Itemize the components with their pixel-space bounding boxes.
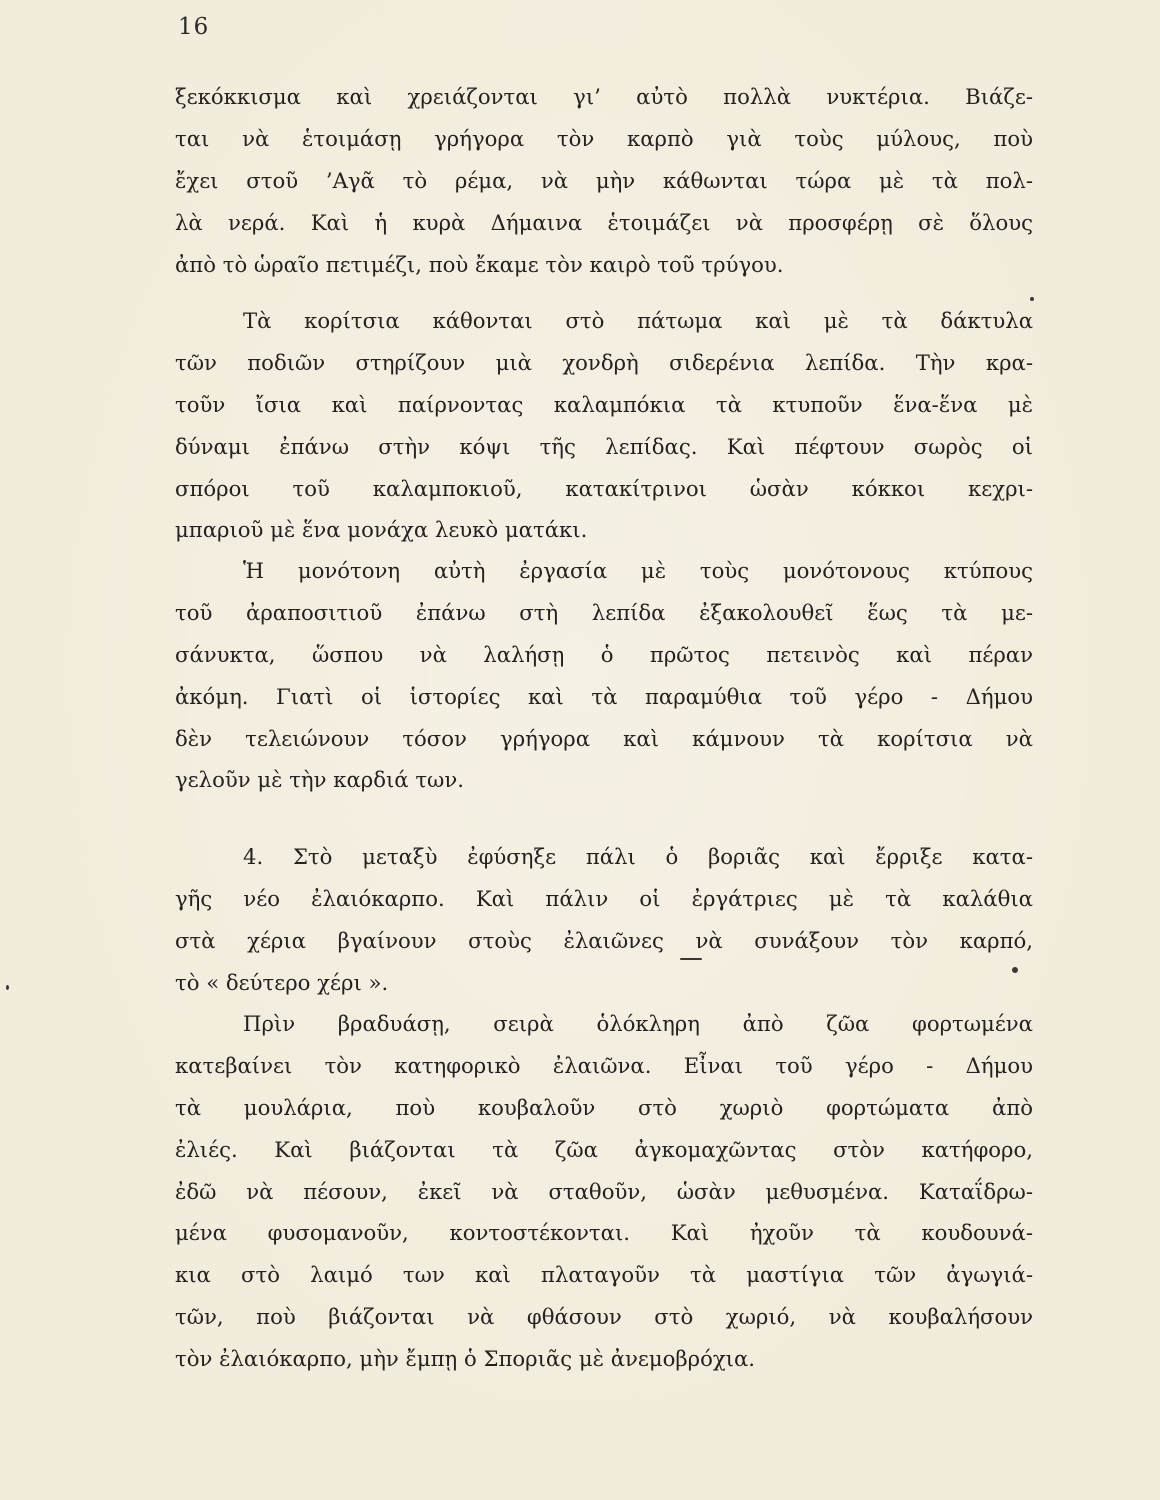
text-line: 4. Στὸ μεταξὺ ἐφύσηξε πάλι ὁ βοριᾶς καὶ ἔρριξε κατα- <box>243 844 1033 869</box>
text-line: τῶν, ποὺ βιάζονται νὰ φθάσουν στὸ χωριό, νὰ κουβαλήσουν <box>175 1304 1033 1330</box>
paragraph-5 <box>175 1003 1033 1380</box>
text-line: ται νὰ ἑτοιμάσῃ γρήγορα τὸν καρπὸ γιὰ τοὺς μύλους, ποὺ <box>175 125 1033 151</box>
text-line: τὸ « δεύτερο χέρι ». <box>175 969 389 995</box>
text-line: λὰ νερά. Καὶ ἡ κυρὰ Δήμαινα ἑτοιμάζει νὰ προσφέρῃ σὲ ὅλους <box>175 209 1033 235</box>
text-line: στὰ χέρια βγαίνουν στοὺς ἐλαιῶνες νὰ συνάξουν τὸν καρπό, <box>175 927 1033 953</box>
scan-speck <box>680 958 702 960</box>
paragraph-1 <box>175 76 1033 285</box>
text-line: ξεκόκκισμα καὶ χρειάζονται γι’ αὐτὸ πολλὰ νυκτέρια. Βιάζε- <box>175 84 1033 109</box>
text-line: κια στὸ λαιμό των καὶ πλαταγοῦν τὰ μαστίγια τῶν ἀγωγιά- <box>175 1262 1033 1288</box>
text-line: δὲν τελειώνουν τόσον γρήγορα καὶ κάμνουν τὰ κορίτσια νὰ <box>175 725 1033 751</box>
text-line: ἐδῶ νὰ πέσουν, ἐκεῖ νὰ σταθοῦν, ὡσὰν μεθυσμένα. Καταΐδρω- <box>175 1178 1033 1204</box>
text-line: μπαριοῦ μὲ ἕνα μονάχα λευκὸ ματάκι. <box>175 517 588 543</box>
text-line: τῶν ποδιῶν στηρίζουν μιὰ χονδρὴ σιδερένια λεπίδα. Τὴν κρα- <box>175 349 1033 375</box>
page-number: 16 <box>178 14 210 40</box>
text-line: Τὰ κορίτσια κάθονται στὸ πάτωμα καὶ μὲ τὰ δάκτυλα <box>243 308 1033 333</box>
text-line: μένα φυσομανοῦν, κοντοστέκονται. Καὶ ἠχοῦν τὰ κουδουνά- <box>175 1220 1033 1246</box>
text-line: γελοῦν μὲ τὴν καρδιά των. <box>175 767 464 793</box>
scan-speck <box>1030 297 1034 301</box>
paragraph-4 <box>175 836 1033 1004</box>
text-line: τὰ μουλάρια, ποὺ κουβαλοῦν στὸ χωριὸ φορτώματα ἀπὸ <box>175 1094 1033 1120</box>
text-line: Ἡ μονότονη αὐτὴ ἐργασία μὲ τοὺς μονότονους κτύπους <box>243 558 1033 583</box>
text-line: σάνυκτα, ὥσπου νὰ λαλήσῃ ὁ πρῶτος πετεινὸς καὶ πέραν <box>175 641 1033 667</box>
text-line: τὸν ἐλαιόκαρπο, μὴν ἔμπῃ ὁ Σποριᾶς μὲ ἀνεμοβρόχια. <box>175 1346 756 1372</box>
text-line: Πρὶν βραδυάσῃ, σειρὰ ὁλόκληρη ἀπὸ ζῶα φορτωμένα <box>243 1011 1033 1036</box>
text-line: ἀκόμη. Γιατὶ οἱ ἱστορίες καὶ τὰ παραμύθια τοῦ γέρο - Δήμου <box>175 683 1033 709</box>
text-line: γῆς νέο ἐλαιόκαρπο. Καὶ πάλιν οἱ ἐργάτριες μὲ τὰ καλάθια <box>175 885 1033 911</box>
text-line: σπόροι τοῦ καλαμποκιοῦ, κατακίτρινοι ὡσὰν κόκκοι κεχρι- <box>175 475 1033 501</box>
text-line: τοῦ ἀραποσιτιοῦ ἐπάνω στὴ λεπίδα ἐξακολουθεῖ ἕως τὰ με- <box>175 599 1033 625</box>
text-line: ἀπὸ τὸ ὡραῖο πετιμέζι, ποὺ ἔκαμε τὸν καιρὸ τοῦ τρύγου. <box>175 251 784 277</box>
text-line: κατεβαίνει τὸν κατηφορικὸ ἐλαιῶνα. Εἶναι τοῦ γέρο - Δήμου <box>175 1052 1033 1078</box>
text-line: ἔχει στοῦ ’Αγᾶ τὸ ρέμα, νὰ μὴν κάθωνται τώρα μὲ τὰ πολ- <box>175 167 1033 193</box>
text-line: ἐλιές. Καὶ βιάζονται τὰ ζῶα ἀγκομαχῶντας στὸν κατήφορο, <box>175 1136 1033 1162</box>
scan-speck <box>1012 967 1018 973</box>
scan-speck <box>6 985 9 990</box>
text-line: δύναμι ἐπάνω στὴν κόψι τῆς λεπίδας. Καὶ πέφτουν σωρὸς οἱ <box>175 433 1033 459</box>
text-line: τοῦν ἴσια καὶ παίρνοντας καλαμπόκια τὰ κτυποῦν ἕνα-ἕνα μὲ <box>175 391 1033 417</box>
paragraph-3 <box>175 550 1033 801</box>
paragraph-2 <box>175 300 1033 551</box>
